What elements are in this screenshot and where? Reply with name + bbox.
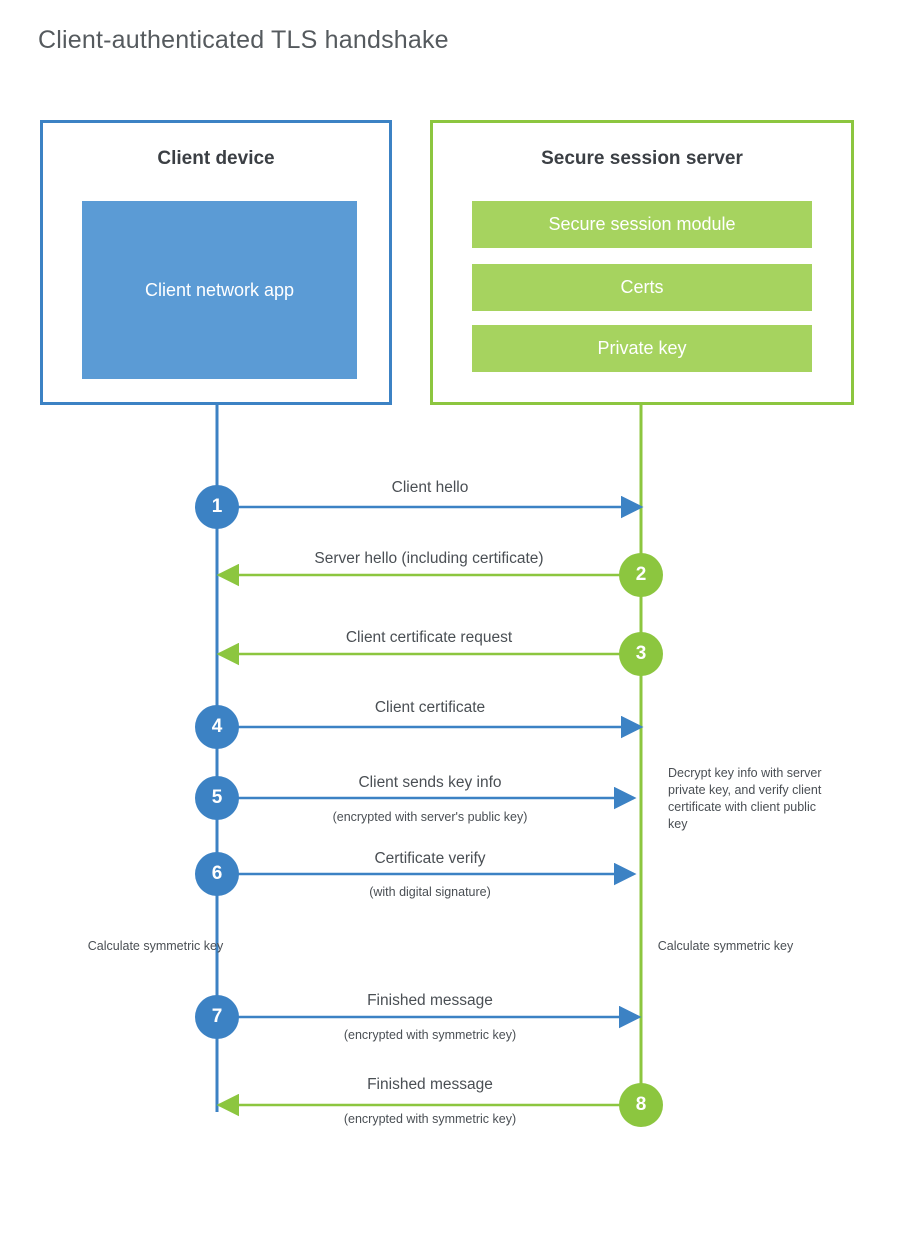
client-device-title: Client device <box>157 148 275 169</box>
step-sub-8: (encrypted with symmetric key) <box>343 1112 517 1126</box>
step-badge-8: 8 <box>619 1083 663 1127</box>
step-badge-3: 3 <box>619 632 663 676</box>
step-sub-6: (with digital signature) <box>369 885 491 899</box>
step-badge-4: 4 <box>195 705 239 749</box>
step-label-4: Client certificate <box>374 699 486 716</box>
server-module-certs: Certs <box>472 264 812 311</box>
step-badge-6: 6 <box>195 852 239 896</box>
step-badge-2: 2 <box>619 553 663 597</box>
page-title: Client-authenticated TLS handshake <box>38 26 449 54</box>
step-label-1: Client hello <box>391 479 469 496</box>
server-module-private-key: Private key <box>472 325 812 372</box>
server-module-secure-session: Secure session module <box>472 201 812 248</box>
step-badge-1: 1 <box>195 485 239 529</box>
note-client-calculate-symmetric-key: Calculate symmetric key <box>87 939 224 953</box>
step-sub-7: (encrypted with symmetric key) <box>343 1028 517 1042</box>
step-label-7: Finished message <box>367 992 493 1009</box>
secure-session-server-title: Secure session server <box>541 148 743 169</box>
step-badge-5: 5 <box>195 776 239 820</box>
step-label-5: Client sends key info <box>358 774 502 791</box>
step-label-3: Client certificate request <box>345 629 513 646</box>
step-label-6: Certificate verify <box>374 850 486 867</box>
step-sub-5: (encrypted with server's public key) <box>332 810 528 824</box>
step-label-2: Server hello (including certificate) <box>314 550 544 567</box>
client-network-app: Client network app <box>82 201 357 379</box>
client-device-box <box>40 120 392 405</box>
step-badge-7: 7 <box>195 995 239 1039</box>
secure-session-server-box <box>430 120 854 405</box>
step-label-8: Finished message <box>367 1076 493 1093</box>
note-server-decrypt: Decrypt key info with server private key, and verify client certificate with client public key <box>668 766 822 831</box>
note-server-calculate-symmetric-key: Calculate symmetric key <box>657 939 794 953</box>
